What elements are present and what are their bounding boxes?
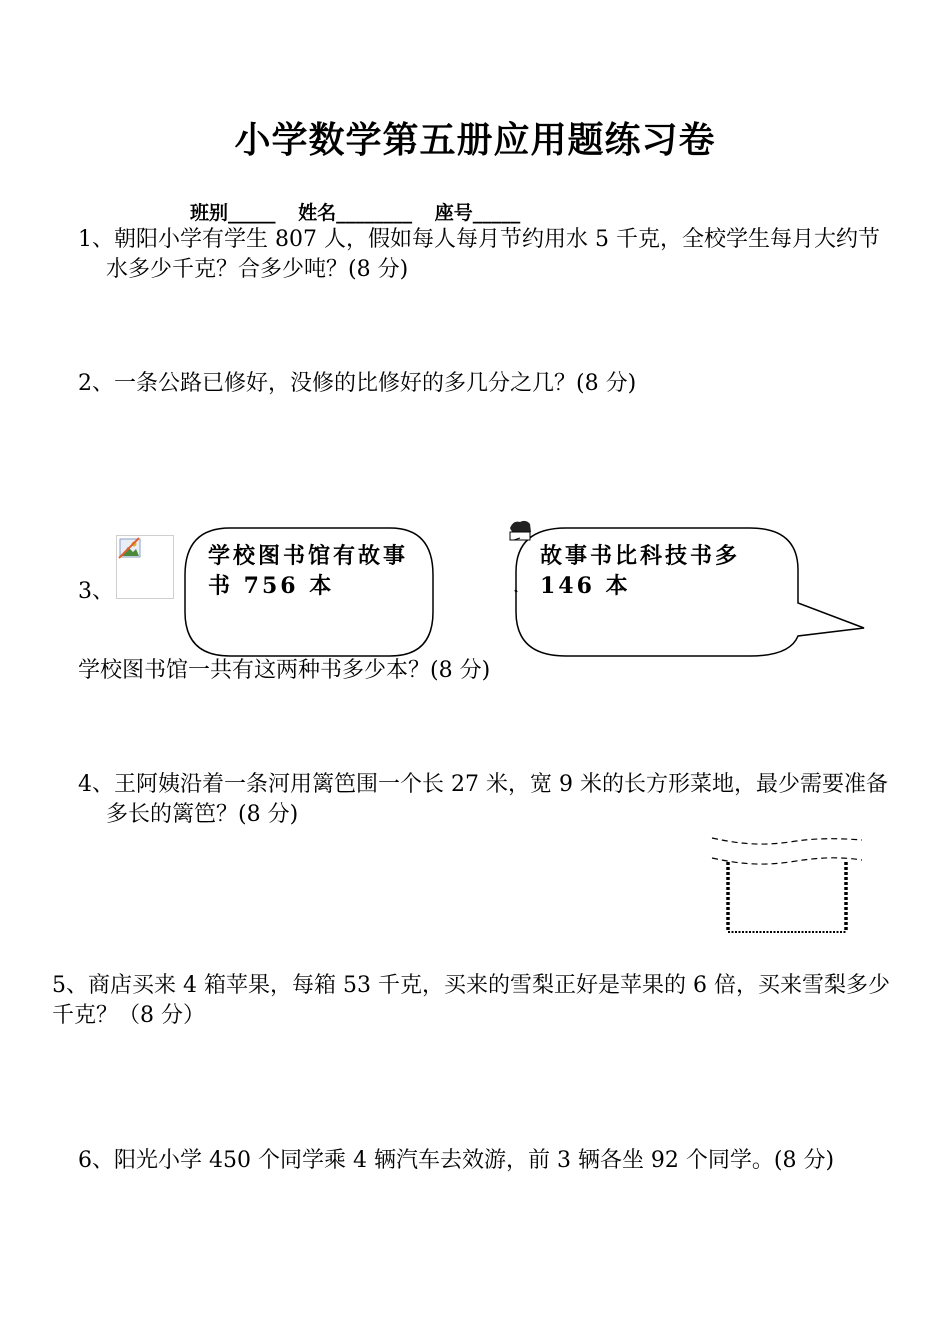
question-6-text: 6、阳光小学 450 个同学乘 4 辆汽车去效游，前 3 辆各坐 92 个同学。(8 分) — [78, 1148, 835, 1173]
question-4-text: 4、王阿姨沿着一条河用篱笆围一个长 27 米，宽 9 米的长方形菜地，最少需要准备多长的篱笆？(8 分) — [78, 772, 888, 827]
question-6 — [78, 1146, 898, 1176]
speech-bubble-2-text: 故事书比科技书多 146 本 — [540, 543, 741, 599]
speech-bubble-1-text: 学校图书馆有故事书 756 本 — [208, 543, 409, 599]
class-label: 班别_____ — [190, 202, 276, 224]
question-4 — [78, 770, 898, 830]
question-5 — [52, 971, 898, 1031]
seat-label: 座号_____ — [434, 202, 521, 224]
river-fence-diagram — [712, 838, 862, 932]
question-2-text: 2、一条公路已修好，没修的比修好的多几分之几？(8 分) — [78, 371, 637, 396]
name-label: 姓名________ — [298, 202, 413, 224]
question-1-text: 1、朝阳小学有学生 807 人，假如每人每月节约用水 5 千克，全校学生每月大约节水多少千克？合多少吨？(8 分) — [78, 227, 880, 282]
question-3-text: 学校图书馆一共有这两种书多少本？(8 分) — [78, 658, 491, 683]
question-5-text: 5、商店买来 4 箱苹果，每箱 53 千克，买来的雪梨正好是苹果的 6 倍，买来雪梨多少千克？（8 分） — [52, 973, 890, 1028]
question-3-number: 3、 — [78, 579, 114, 604]
page-title: 小学数学第五册应用题练习卷 — [234, 120, 716, 161]
